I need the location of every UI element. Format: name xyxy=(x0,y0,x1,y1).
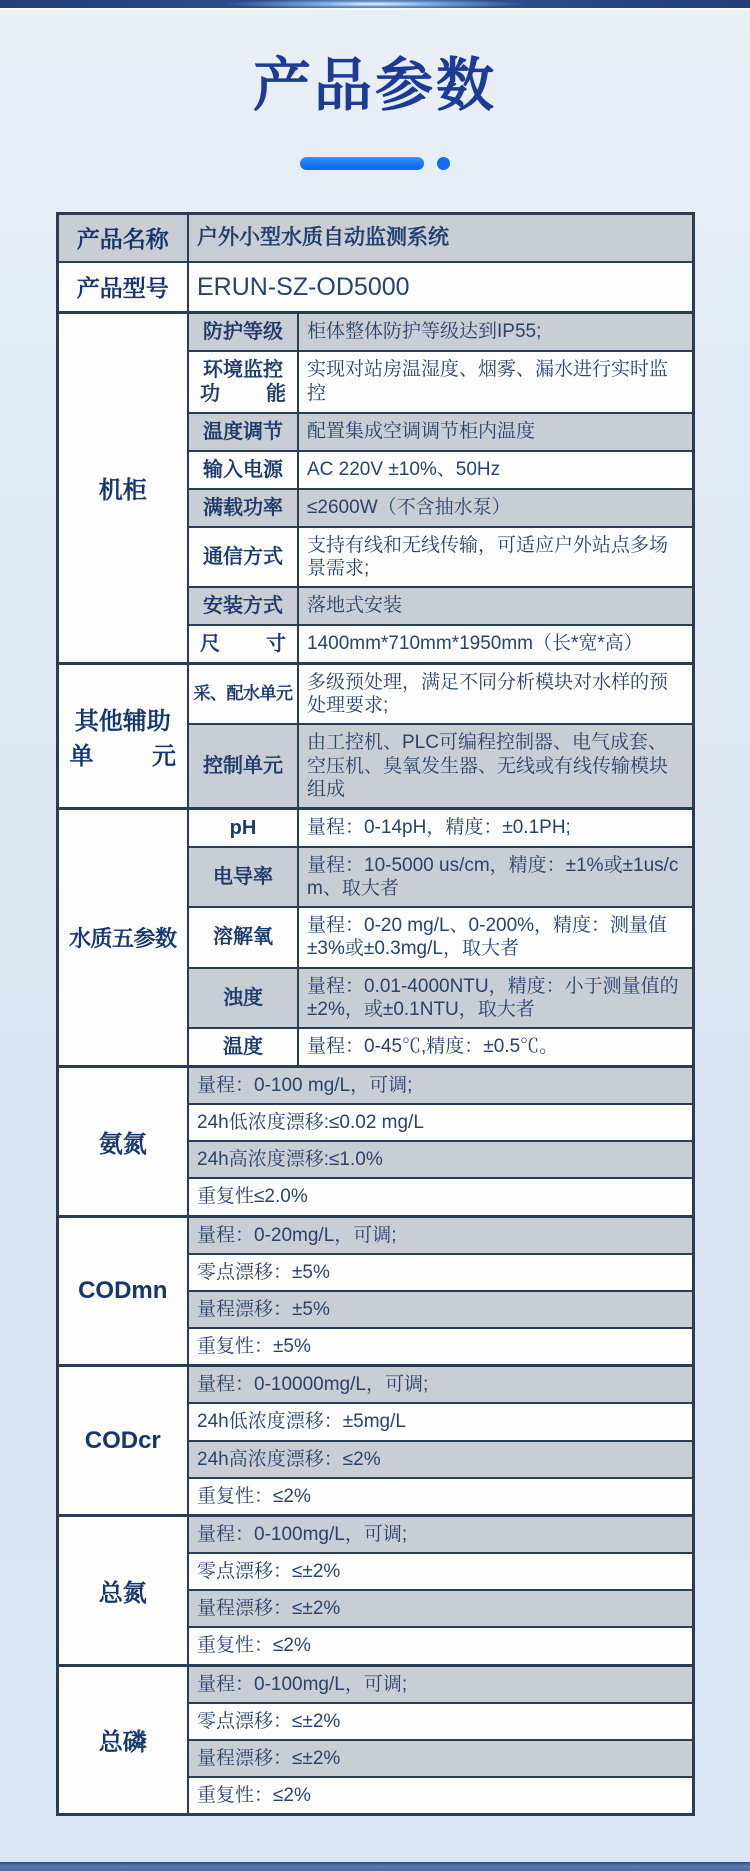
page-title: 产品参数 xyxy=(252,53,497,118)
param-value: 量程：10-5000 us/cm，精度：±1%或±1us/cm、取大者 xyxy=(298,847,693,907)
param-value: 24h高浓度漂移:≤1.0% xyxy=(188,1141,693,1178)
param-value: ≤2600W（不含抽水泵） xyxy=(298,489,693,527)
table-row xyxy=(57,1366,693,1404)
param-value: 1400mm*710mm*1950mm（长*宽*高） xyxy=(298,625,693,664)
param-value: 量程：0-20 mg/L、0-200%，精度：测量值±3%或±0.3mg/L，取大者 xyxy=(298,907,693,967)
param-value: 实现对站房温湿度、烟雾、漏水进行实时监控 xyxy=(298,351,693,413)
section-header-codmn: CODmn xyxy=(57,1216,188,1366)
section-header-ammonia: 氨氮 xyxy=(57,1066,188,1216)
param-value: 重复性≤2.0% xyxy=(188,1178,693,1216)
title-underline xyxy=(0,157,750,170)
param-label: 温度 xyxy=(188,1028,298,1067)
param-value: 重复性：≤2% xyxy=(188,1627,693,1665)
row-header-product-name: 产品名称 xyxy=(57,213,188,262)
param-label: pH xyxy=(188,808,298,847)
row-header-product-model: 产品型号 xyxy=(57,262,188,312)
param-label: 浊度 xyxy=(188,968,298,1028)
section-header-cabinet: 机柜 xyxy=(57,312,188,663)
table-row xyxy=(57,213,693,262)
param-value: 量程漂移：≤±2% xyxy=(188,1740,693,1777)
table-row xyxy=(57,1066,693,1104)
section-header-codcr: CODcr xyxy=(57,1366,188,1516)
footer-bar xyxy=(0,1862,750,1871)
param-label: 输入电源 xyxy=(188,451,298,489)
param-value: 配置集成空调调节柜内温度 xyxy=(298,413,693,451)
table-row xyxy=(57,1515,693,1553)
param-value: 多级预处理，满足不同分析模块对水样的预处理要求; xyxy=(298,664,693,725)
param-value: 柜体整体防护等级达到IP55; xyxy=(298,312,693,351)
param-value: 量程：0-45℃,精度：±0.5℃。 xyxy=(298,1028,693,1067)
product-model-value: ERUN-SZ-OD5000 xyxy=(188,262,693,312)
param-label: 溶解氧 xyxy=(188,907,298,967)
param-value: 零点漂移：≤±2% xyxy=(188,1703,693,1740)
table-row xyxy=(57,664,693,725)
param-value: 零点漂移：±5% xyxy=(188,1254,693,1291)
section-header-total-nitrogen: 总氮 xyxy=(57,1515,188,1665)
section-header-total-phosphorus: 总磷 xyxy=(57,1665,188,1815)
table-row xyxy=(57,312,693,351)
param-value: 24h低浓度漂移：±5mg/L xyxy=(188,1403,693,1440)
param-label: 防护等级 xyxy=(188,312,298,351)
param-value: AC 220V ±10%、50Hz xyxy=(298,451,693,489)
table-row xyxy=(57,808,693,847)
param-label: 通信方式 xyxy=(188,527,298,587)
table-row xyxy=(57,1665,693,1703)
spec-table xyxy=(56,212,695,1817)
param-value: 重复性：±5% xyxy=(188,1328,693,1366)
param-value: 量程：0.01-4000NTU，精度：小于测量值的±2%，或±0.1NTU，取大者 xyxy=(298,968,693,1028)
param-label: 尺寸 xyxy=(188,625,298,664)
param-value: 落地式安装 xyxy=(298,587,693,625)
param-value: 支持有线和无线传输，可适应户外站点多场景需求; xyxy=(298,527,693,587)
param-value: 重复性：≤2% xyxy=(188,1777,693,1815)
param-label: 电导率 xyxy=(188,847,298,907)
param-value: 零点漂移：≤±2% xyxy=(188,1553,693,1590)
param-value: 量程：0-10000mg/L，可调; xyxy=(188,1366,693,1404)
param-value: 量程：0-100mg/L，可调; xyxy=(188,1515,693,1553)
param-label: 环境监控功能 xyxy=(188,351,298,413)
param-value: 量程：0-20mg/L，可调; xyxy=(188,1216,693,1254)
param-label: 安装方式 xyxy=(188,587,298,625)
section-header-auxiliary: 其他辅助单元 xyxy=(57,664,188,809)
param-value: 量程漂移：≤±2% xyxy=(188,1590,693,1627)
param-value: 24h低浓度漂移:≤0.02 mg/L xyxy=(188,1104,693,1141)
param-label: 温度调节 xyxy=(188,413,298,451)
param-label: 满载功率 xyxy=(188,489,298,527)
param-value: 量程：0-100mg/L，可调; xyxy=(188,1665,693,1703)
light-flare-decoration xyxy=(225,0,525,9)
underline-dot xyxy=(437,157,450,170)
param-value: 量程：0-100 mg/L，可调; xyxy=(188,1066,693,1104)
param-value: 重复性：≤2% xyxy=(188,1478,693,1516)
section-header-five-params: 水质五参数 xyxy=(57,808,188,1066)
param-value: 量程漂移：±5% xyxy=(188,1291,693,1328)
param-value: 24h高浓度漂移：≤2% xyxy=(188,1441,693,1478)
param-label: 采、配水单元 xyxy=(188,664,298,725)
param-value: 由工控机、PLC可编程控制器、电气成套、空压机、臭氧发生器、无线或有线传输模块组成 xyxy=(298,724,693,808)
table-row xyxy=(57,262,693,312)
product-name-value: 户外小型水质自动监测系统 xyxy=(188,213,693,262)
top-bar xyxy=(0,0,750,8)
underline-bar xyxy=(300,157,424,170)
param-value: 量程：0-14pH，精度：±0.1PH; xyxy=(298,808,693,847)
param-label: 控制单元 xyxy=(188,724,298,808)
table-row xyxy=(57,1216,693,1254)
